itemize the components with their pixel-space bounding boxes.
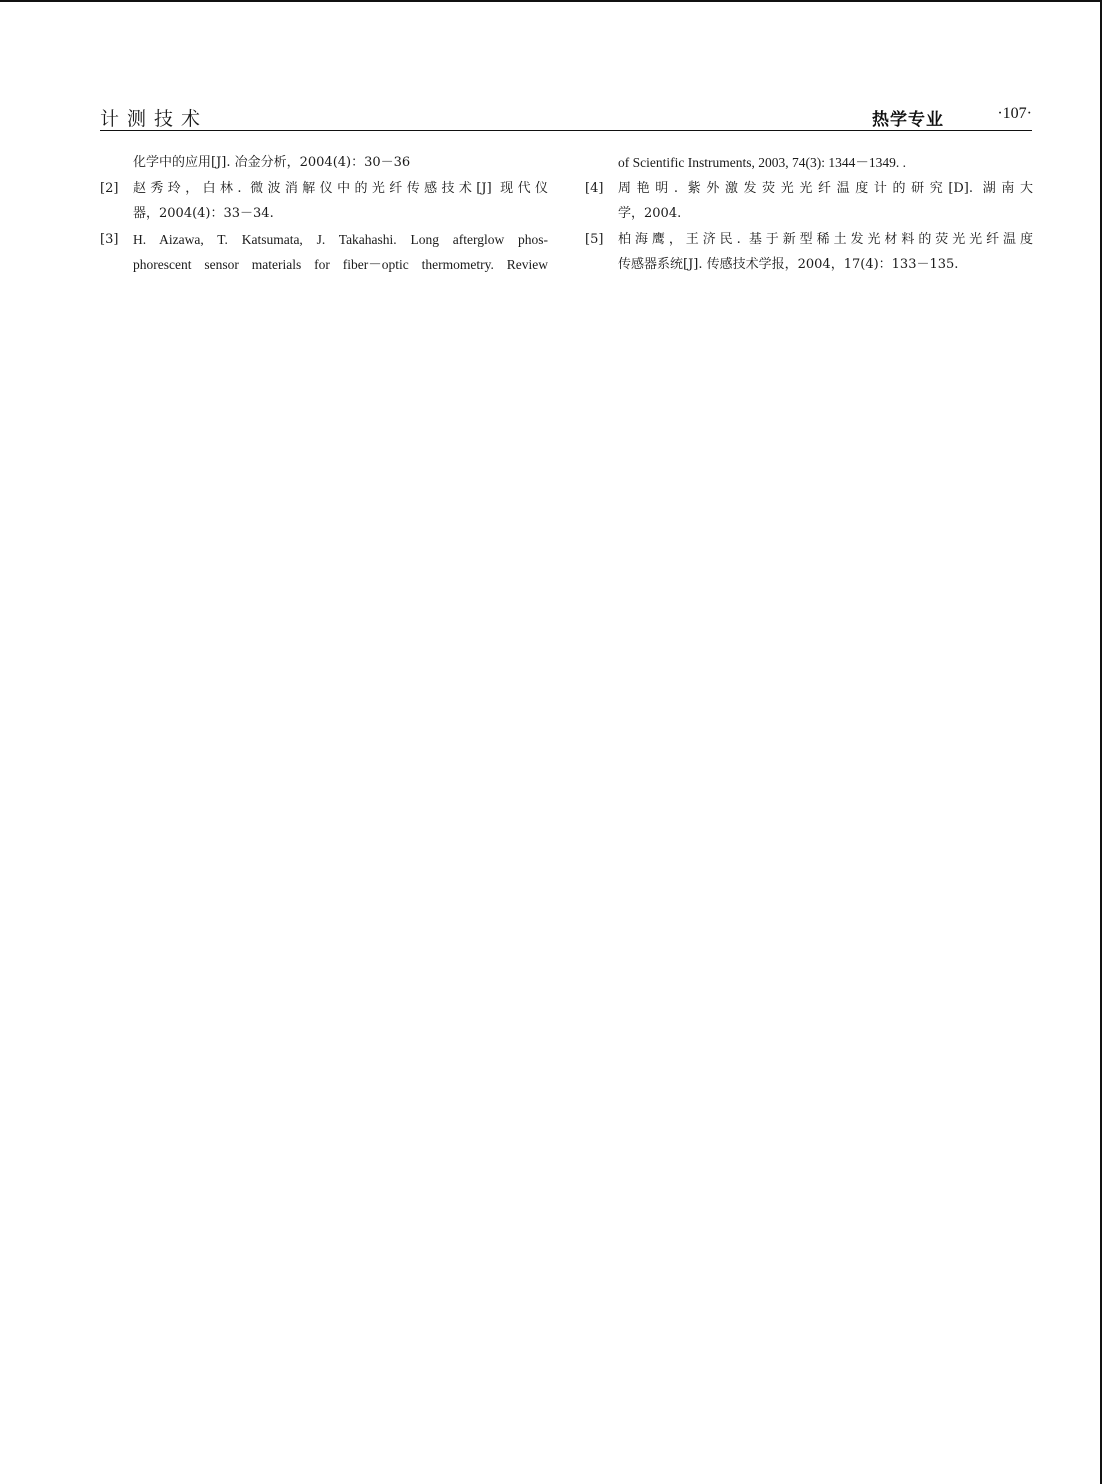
reference-item-3 <box>100 227 548 253</box>
journal-name: 计测技术 <box>100 108 209 130</box>
reference-number: [2] <box>100 180 119 196</box>
reference-item-2 <box>100 176 548 202</box>
reference-text: phorescent sensor materials for fiber－optic thermometry. Review <box>133 257 548 272</box>
reference-text: 周艳明. 紫外激发荧光光纤温度计的研究[D]. 湖南大 <box>618 180 1033 196</box>
reference-number: [3] <box>100 231 119 247</box>
references-left-column <box>100 150 548 278</box>
reference-text: H. Aizawa, T. Katsumata, J. Takahashi. Long afterglow phos- <box>133 231 548 247</box>
reference-continuation: of Scientific Instruments, 2003, 74(3): 1344－1349. . <box>618 155 906 170</box>
reference-number: [4] <box>585 180 604 196</box>
reference-text: 器，2004(4)：33－34. <box>133 206 274 221</box>
reference-text: 学，2004. <box>618 206 682 221</box>
reference-text: 柏海鹰，王济民. 基于新型稀土发光材料的荧光光纤温度 <box>618 231 1033 247</box>
page-number: ·107· <box>997 105 1032 122</box>
running-header <box>100 100 1032 131</box>
section-name: 热学专业 <box>872 110 944 130</box>
reference-continuation: 化学中的应用[J]. 冶金分析，2004(4)：30－36 <box>133 155 411 170</box>
reference-item-4 <box>585 176 1033 202</box>
reference-item-5 <box>585 227 1033 253</box>
reference-number: [5] <box>585 231 604 247</box>
reference-text: 传感器系统[J]. 传感技术学报，2004，17(4)：133－135. <box>618 257 959 272</box>
page-frame-top-border <box>0 0 1102 2</box>
references-right-column <box>585 150 1033 278</box>
reference-text: 赵秀玲，白林. 微波消解仪中的光纤传感技术[J] 现代仪 <box>133 180 548 196</box>
